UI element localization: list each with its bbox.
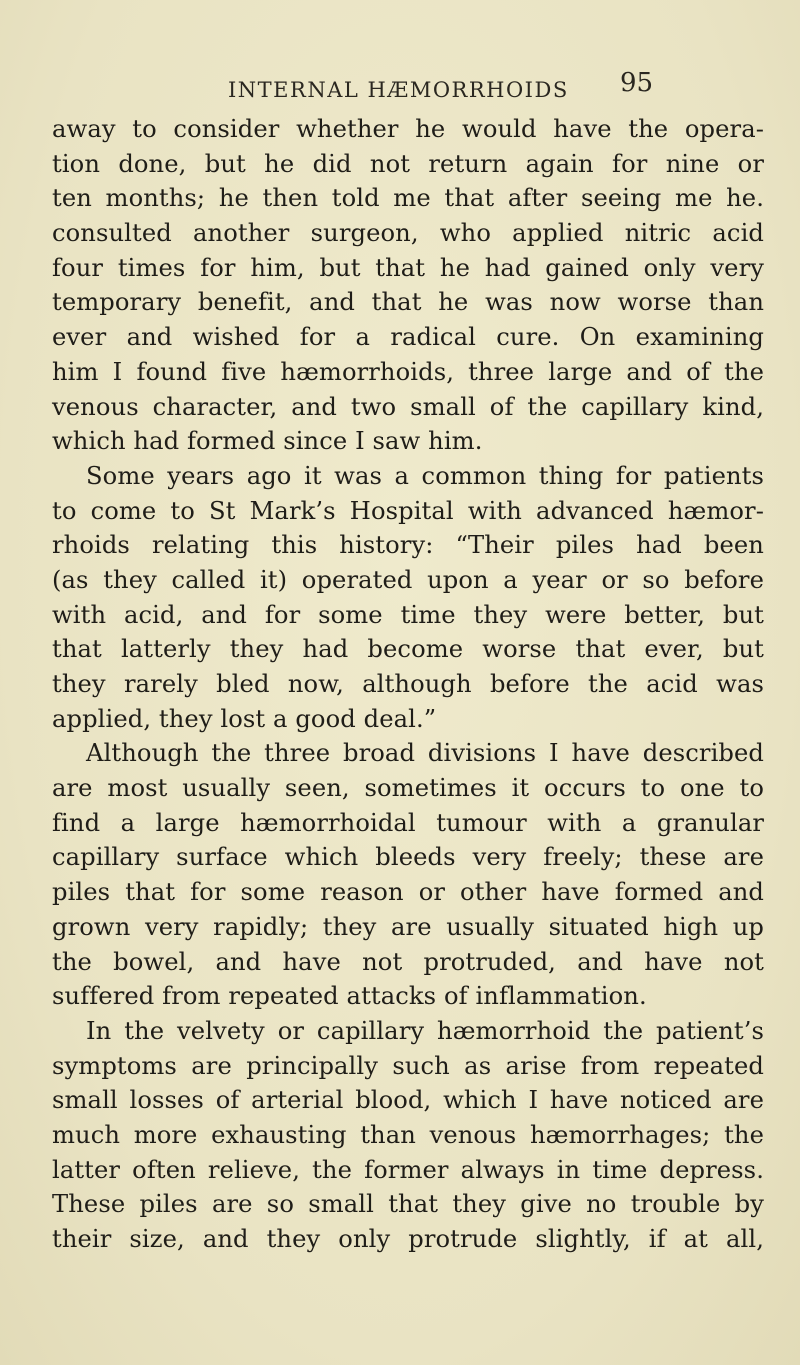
text-line: find a large hæmorrhoidal tumour with a granular <box>52 808 764 837</box>
text-line: grown very rapidly; they are usually situated high up <box>52 912 764 941</box>
text-line: applied, they lost a good deal.” <box>52 704 437 733</box>
text-line: small losses of arterial blood, which I have noticed are <box>52 1086 764 1115</box>
text-line: which had formed since I saw him. <box>52 427 483 456</box>
text-line: temporary benefit, and that he was now worse than <box>52 288 764 317</box>
paragraph-first-line: Some years ago it was a common thing for patients <box>86 461 764 490</box>
text-line: their size, and they only protrude slightly, if at all, <box>52 1225 764 1253</box>
text-line: are most usually seen, sometimes it occurs to one to <box>52 774 764 803</box>
text-line: These piles are so small that they give no trouble by <box>52 1190 764 1219</box>
paragraph-first-line: In the velvety or capillary hæmorrhoid the patient’s <box>86 1016 764 1045</box>
text-line: they rarely bled now, although before the acid was <box>52 670 764 698</box>
text-line: (as they called it) operated upon a year or so before <box>52 565 764 594</box>
paragraph-first-line: Although the three broad divisions I have described <box>86 739 764 768</box>
text-line: capillary surface which bleeds very freely; these are <box>52 843 764 872</box>
text-line: to come to St Mark’s Hospital with advanced hæmor- <box>52 496 764 525</box>
text-line: much more exhausting than venous hæmorrhages; the <box>52 1120 764 1149</box>
text-line: him I found five hæmorrhoids, three large and of the <box>52 357 764 386</box>
running-head: INTERNAL HÆMORRHOIDS <box>228 78 569 102</box>
text-line: tion done, but he did not return again for nine or <box>52 149 764 178</box>
text-line: with acid, and for some time they were better, but <box>52 600 764 629</box>
text-line: away to consider whether he would have the opera- <box>52 115 764 143</box>
text-line: suffered from repeated attacks of inflammation. <box>52 982 647 1011</box>
text-line: symptoms are principally such as arise from repeated <box>52 1051 764 1080</box>
text-line: the bowel, and have not protruded, and have not <box>52 947 764 976</box>
text-line: that latterly they had become worse that ever, but <box>52 635 764 664</box>
text-line: ten months; he then told me that after seeing me he. <box>52 184 764 213</box>
text-line: piles that for some reason or other have formed and <box>52 878 764 907</box>
text-line: latter often relieve, the former always in time depress. <box>52 1155 764 1184</box>
text-line: rhoids relating this history: “Their piles had been <box>52 531 764 560</box>
page-number: 95 <box>620 68 654 98</box>
text-line: venous character, and two small of the capillary kind, <box>52 392 764 421</box>
body-text <box>52 112 764 1257</box>
text-line: four times for him, but that he had gained only very <box>52 253 764 282</box>
text-line: consulted another surgeon, who applied nitric acid <box>52 219 764 248</box>
text-line: ever and wished for a radical cure. On examining <box>52 323 764 352</box>
